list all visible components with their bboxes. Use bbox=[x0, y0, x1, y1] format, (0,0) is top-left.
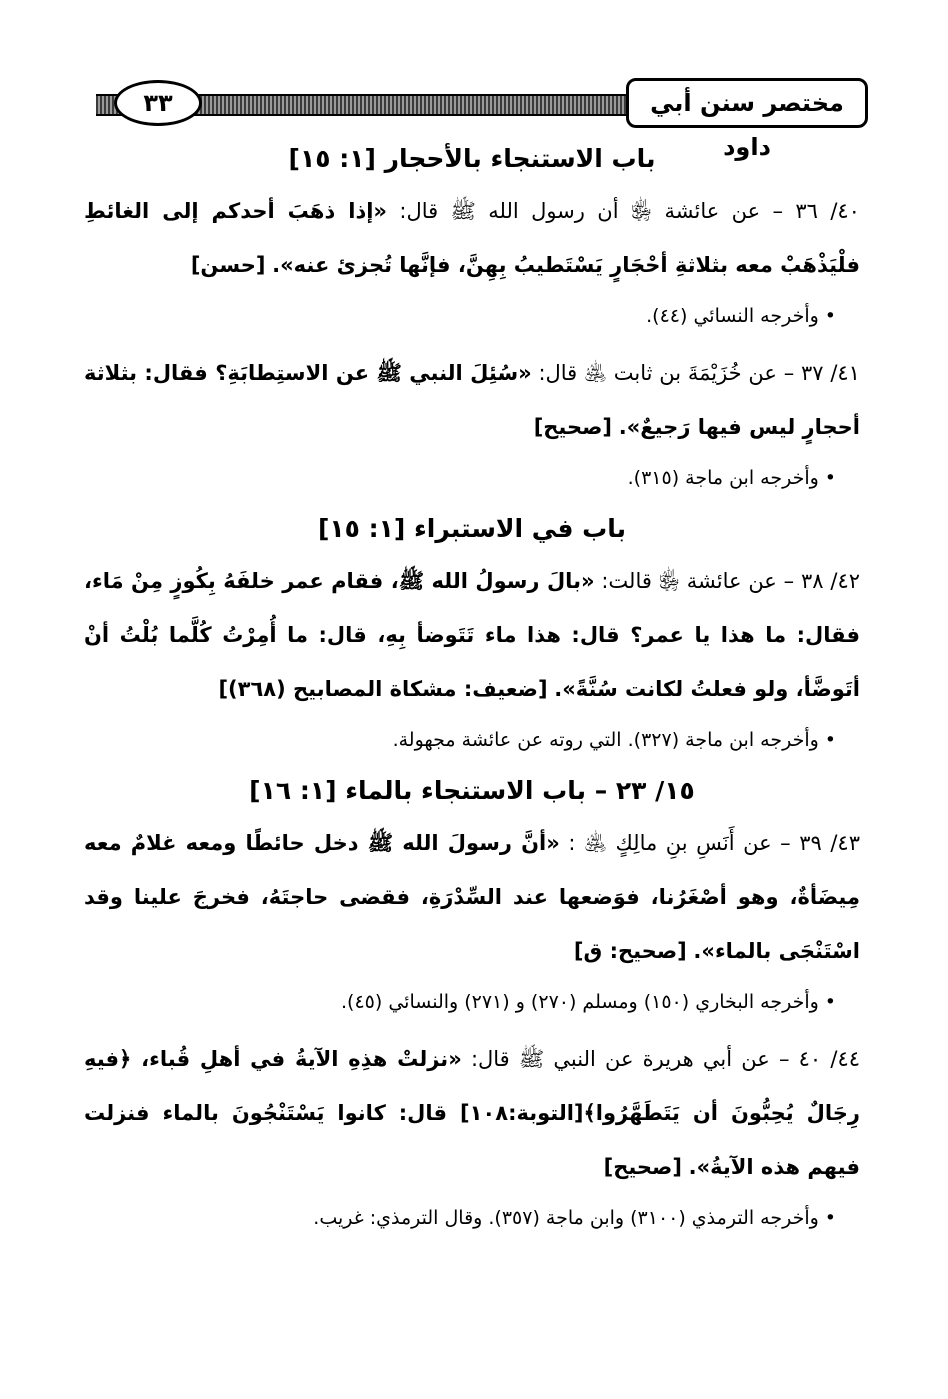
hadith-number: ٤٠/ ٣٦ bbox=[795, 199, 860, 223]
hadith-grade: [صحيح: ق] bbox=[573, 939, 687, 963]
bullet-icon: • bbox=[824, 991, 836, 1013]
hadith-intro: – عن عائشة ﵂ أن رسول الله ﷺ قال: bbox=[399, 199, 784, 223]
hadith bbox=[84, 816, 860, 978]
takhrij-text: وأخرجه ابن ماجة (٣٢٧). التي روته عن عائشة مجهولة. bbox=[392, 729, 819, 751]
hadith-text: «سُئِلَ النبي ﷺ عن الاستِطابَةِ؟ فقال: بثلاثة أحجارٍ ليس فيها رَجيعٌ». bbox=[84, 361, 860, 439]
hadith-text: «أنَّ رسولَ الله ﷺ دخل حائطًا ومعه غلامٌ معه مِيضَأةٌ، وهو أصْغَرُنا، فوَضعها عند السِّدْرَةِ، فقضى حاجتَهُ، فخرجَ علينا وقد اسْتَنْجَى بالماء». bbox=[84, 831, 860, 963]
hadith-text: «إذا ذهَبَ أحدكم إلى الغائطِ فلْيَذْهَبْ معه بثلاثةِ أحْجَارٍ يَسْتَطيبُ بِهِنَّ، فإنَّها تُجزئ عنه». bbox=[84, 199, 860, 277]
takhrij-note bbox=[84, 454, 836, 502]
hadith-number: ٤٣/ ٣٩ bbox=[799, 831, 860, 855]
takhrij-note bbox=[84, 292, 836, 340]
chapter-title: باب في الاستبراء [١: ١٥] bbox=[317, 514, 627, 543]
hadith-intro: – عن عائشة ﵂ قالت: bbox=[601, 569, 795, 593]
hadith-grade: [صحيح] bbox=[533, 415, 613, 439]
page-number: ٣٣ bbox=[114, 80, 202, 126]
hadith-text: «نزلتْ هذِهِ الآيةُ في أهلِ قُباء، ﴿فيهِ رِجَالٌ يُحِبُّونَ أن يَتَطَهَّرُوا﴾[التوبة:١٠٨] قال: كانوا يَسْتَنْجُونَ بالماء فنزلت فيهم هذه الآيةُ». bbox=[84, 1047, 860, 1179]
bullet-icon: • bbox=[824, 729, 836, 751]
hadith-intro: – عن أَنَسِ بنِ مالِكٍ ﵁ : bbox=[568, 831, 791, 855]
hadith bbox=[84, 554, 860, 716]
hadith bbox=[84, 1032, 860, 1194]
page-content bbox=[84, 132, 860, 1248]
hadith-number: ٤١/ ٣٧ bbox=[800, 361, 860, 385]
chapter-title: باب الاستنجاء بالأحجار [١: ١٥] bbox=[288, 144, 656, 173]
hadith-number: ٤٤/ ٤٠ bbox=[798, 1047, 860, 1071]
bullet-icon: • bbox=[824, 305, 836, 327]
bullet-icon: • bbox=[824, 467, 836, 489]
hadith-number: ٤٢/ ٣٨ bbox=[800, 569, 860, 593]
takhrij-text: وأخرجه البخاري (١٥٠) ومسلم (٢٧٠) و (٢٧١) والنسائي (٤٥). bbox=[341, 991, 819, 1013]
bullet-icon: • bbox=[824, 1207, 836, 1229]
hadith-intro: – عن خُزَيْمَةَ بن ثابت ﵁ قال: bbox=[538, 361, 795, 385]
hadith-grade: [ضعيف: مشكاة المصابيح (٣٦٨)] bbox=[218, 677, 548, 701]
hadith-text: «بالَ رسولُ الله ﷺ، فقام عمر خلفَهُ بِكُوزٍ مِنْ مَاء، فقال: ما هذا يا عمر؟ قال: هذا ماء تَتَوضأ بِهِ، قال: ما أُمِرْتُ كُلَّما بُلْتُ أنْ أتَوضَّأ، ولو فعلتُ لكانت سُنَّةً». bbox=[84, 569, 860, 701]
hadith-intro: – عن أبي هريرة عن النبي ﷺ قال: bbox=[470, 1047, 790, 1071]
takhrij-text: وأخرجه الترمذي (٣١٠٠) وابن ماجة (٣٥٧). وقال الترمذي: غريب. bbox=[313, 1207, 819, 1229]
hadith bbox=[84, 184, 860, 292]
chapter-title: ١٥/ ٢٣ – باب الاستنجاء بالماء [١: ١٦] bbox=[249, 776, 695, 805]
hadith-grade: [صحيح] bbox=[603, 1155, 682, 1179]
hadith-grade: [حسن] bbox=[190, 253, 266, 277]
hadith bbox=[84, 346, 860, 454]
takhrij-text: وأخرجه النسائي (٤٤). bbox=[646, 305, 819, 327]
takhrij-note bbox=[84, 716, 836, 764]
takhrij-text: وأخرجه ابن ماجة (٣١٥). bbox=[627, 467, 819, 489]
takhrij-note bbox=[84, 1194, 836, 1242]
takhrij-note bbox=[84, 978, 836, 1026]
book-title: مختصر سنن أبي داود bbox=[626, 78, 868, 128]
